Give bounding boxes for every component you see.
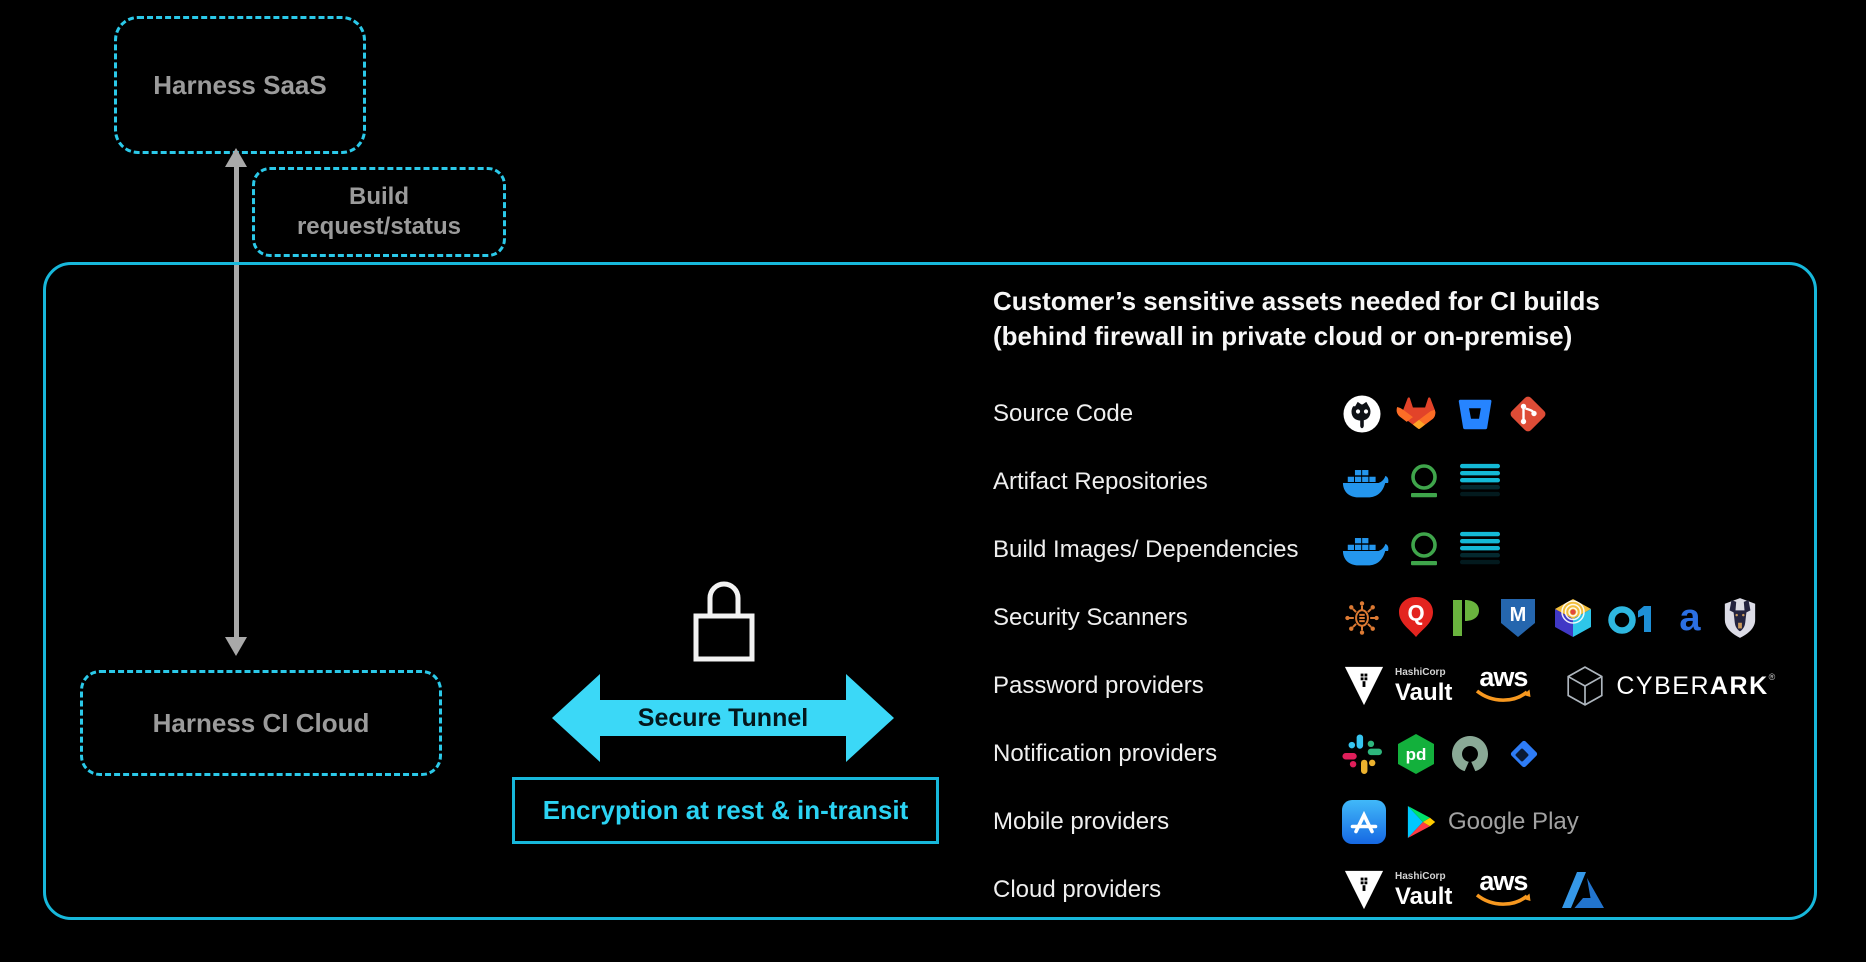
asset-row-password-providers — [993, 655, 1803, 717]
build-request-node — [252, 167, 506, 257]
svg-text:pd: pd — [1405, 745, 1427, 764]
asset-row-label: Security Scanners — [993, 604, 1188, 631]
cyberark-logo — [1564, 665, 1776, 707]
aws-label: aws — [1479, 661, 1528, 692]
o1-scanner-icon — [1608, 599, 1658, 637]
asset-row-mobile-providers — [993, 791, 1803, 853]
aws-smile-icon — [1474, 892, 1532, 910]
asset-row-label: Cloud providers — [993, 876, 1162, 903]
vault-label: Vault — [1395, 882, 1453, 910]
google-play-logo — [1406, 805, 1579, 839]
panel-title-line1: Customer’s sensitive assets needed for CI builds — [993, 286, 1600, 316]
docker-icon — [1342, 465, 1390, 500]
vault-label: Vault — [1395, 678, 1453, 706]
encryption-box — [512, 777, 939, 844]
vault-triangle-icon — [1342, 869, 1386, 911]
asset-row-artifact-repositories — [993, 451, 1803, 513]
asset-row-notification-providers — [993, 723, 1803, 785]
app-store-icon — [1342, 800, 1386, 844]
radar-cube-icon — [1552, 597, 1594, 639]
panel-title-line2: (behind firewall in private cloud or on-premise) — [993, 321, 1573, 351]
asset-row-build-images — [993, 519, 1803, 581]
gitlab-icon — [1396, 395, 1442, 433]
aws-logo — [1474, 865, 1532, 911]
github-icon — [1342, 394, 1382, 434]
registered-mark: ® — [1768, 671, 1777, 682]
encryption-label: Encryption at rest & in-transit — [542, 795, 909, 825]
asset-row-label: Artifact Repositories — [993, 468, 1208, 495]
asset-row-label: Notification providers — [993, 740, 1218, 767]
jira-icon — [1504, 734, 1544, 774]
cyberark-label-bold: ARK — [1710, 671, 1769, 700]
secure-tunnel-label: Secure Tunnel — [637, 703, 809, 732]
registry-stack-icon — [1458, 530, 1502, 570]
opsgenie-icon — [1450, 734, 1490, 774]
qualys-icon — [1396, 596, 1436, 640]
asset-row-label: Build Images/ Dependencies — [993, 536, 1299, 563]
pagerduty-icon — [1396, 733, 1436, 775]
harness-ci-cloud-label: Harness CI Cloud — [152, 707, 370, 738]
cyberark-label-light: CYBER — [1616, 671, 1710, 700]
harness-ci-cloud-node — [80, 670, 442, 776]
lock-icon — [689, 569, 759, 669]
hashicorp-vault-logo — [1342, 665, 1452, 707]
probely-icon — [1450, 598, 1484, 638]
aqua-icon — [1672, 598, 1708, 638]
hashicorp-label: HashiCorp — [1395, 666, 1446, 678]
asset-row-label: Source Code — [993, 400, 1134, 427]
svg-text:M: M — [1509, 604, 1527, 626]
azure-icon — [1560, 870, 1606, 910]
hashicorp-vault-logo — [1342, 869, 1452, 911]
nexus-ring-icon — [1404, 462, 1444, 502]
docker-icon — [1342, 533, 1390, 568]
bitbucket-icon — [1456, 395, 1494, 433]
harness-saas-node — [114, 16, 366, 154]
asset-row-label: Password providers — [993, 672, 1204, 699]
asset-row-source-code — [993, 383, 1803, 445]
asset-row-label: Mobile providers — [993, 808, 1170, 835]
build-request-label: Build request/status — [296, 183, 462, 240]
asset-row-cloud-providers — [993, 859, 1803, 921]
arrow-up-icon — [225, 148, 247, 167]
slack-icon — [1342, 734, 1382, 774]
svg-text:a: a — [1679, 598, 1701, 638]
network-mesh-icon — [1342, 598, 1382, 638]
registry-stack-icon — [1458, 462, 1502, 502]
harness-saas-label: Harness SaaS — [153, 69, 327, 100]
git-icon — [1508, 394, 1548, 434]
asset-row-security-scanners — [993, 587, 1803, 649]
aws-logo — [1474, 661, 1532, 707]
cyberark-cube-icon — [1564, 665, 1606, 707]
google-play-triangle-icon — [1406, 805, 1438, 839]
panel-title — [993, 284, 1600, 354]
secure-tunnel-arrow — [552, 674, 894, 762]
metasploit-icon — [1498, 597, 1538, 639]
vault-triangle-icon — [1342, 665, 1386, 707]
snyk-icon — [1722, 597, 1758, 639]
svg-text:Q: Q — [1407, 600, 1425, 626]
assets-list — [993, 383, 1803, 921]
hashicorp-label: HashiCorp — [1395, 870, 1446, 882]
aws-label: aws — [1479, 865, 1528, 896]
aws-smile-icon — [1474, 688, 1532, 706]
google-play-label: Google Play — [1448, 808, 1579, 835]
nexus-ring-icon — [1404, 530, 1444, 570]
